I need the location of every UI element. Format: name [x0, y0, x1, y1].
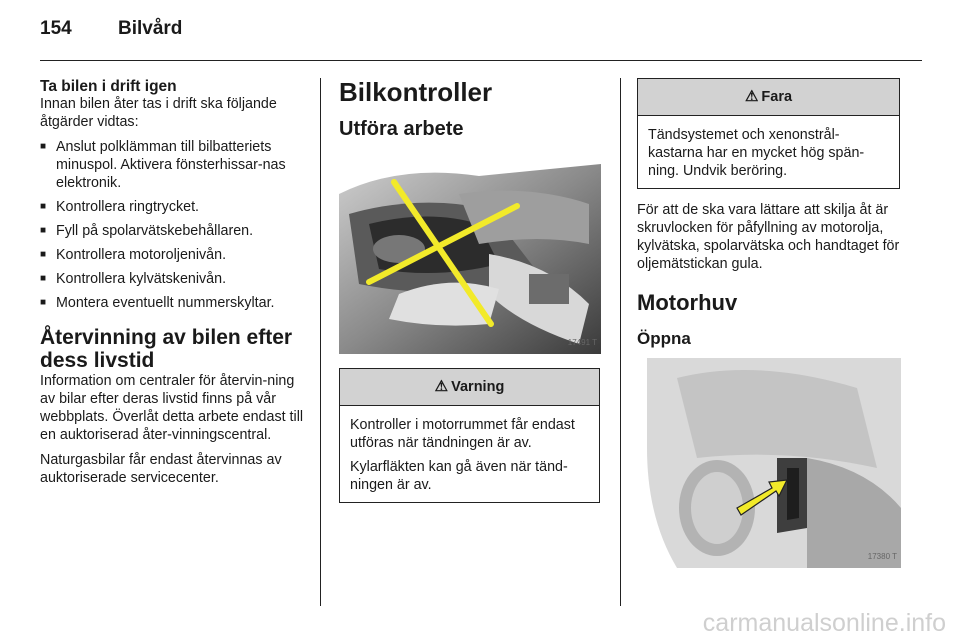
middle-column — [339, 78, 601, 503]
danger-body — [638, 116, 899, 188]
header-rule — [40, 60, 922, 61]
heading-motorhuv: Motorhuv — [637, 290, 738, 315]
page-title: Bilvård — [118, 18, 183, 39]
section-intro: Innan bilen åter tas i drift ska följande åtgärder vidtas: — [40, 96, 277, 130]
danger-header — [638, 79, 899, 116]
section-title-drift: Ta bilen i drift igen — [40, 78, 177, 95]
warning-triangle-icon: ⚠ — [744, 88, 759, 105]
warning-box — [339, 368, 600, 503]
subheading-oppna: Öppna — [637, 329, 691, 348]
list-item: ■ Anslut polklämman till bilbatteriets minuspol. Aktivera fönsterhissar-nas elektronik. — [40, 138, 306, 192]
right-column — [637, 78, 902, 568]
checklist — [40, 138, 306, 312]
image-caption: 17491 T — [567, 338, 597, 347]
column-divider-2 — [620, 78, 621, 606]
list-item: ■ Kontrollera ringtrycket. — [40, 198, 306, 216]
warning-body — [340, 406, 599, 502]
hood-release-photo — [637, 358, 901, 568]
image-caption: 17380 T — [867, 552, 897, 561]
engine-photo — [339, 154, 601, 354]
subheading-utfora-arbete: Utföra arbete — [339, 118, 464, 140]
hood-release-illustration — [637, 358, 901, 568]
yellow-caps-paragraph: För att de ska vara lättare att skilja åt är skruvlocken för påfyllning av motorolja, kylvätska, spolarvätska och handtaget för oljemätstickan gula. — [637, 202, 900, 272]
warning-triangle-icon: ⚠ — [434, 378, 449, 395]
warning-text-1: Kontroller i motorrummet får endast utföras när tändningen är av. — [350, 417, 575, 451]
danger-title: Fara — [761, 89, 793, 105]
list-item: ■ Fyll på spolarvätskebehållaren. — [40, 222, 306, 240]
list-item: ■ Montera eventuellt nummerskyltar. — [40, 294, 306, 312]
gas-vehicle-paragraph: Naturgasbilar får endast återvinnas av auktoriserade servicecenter. — [40, 452, 282, 486]
danger-box — [637, 78, 900, 189]
list-item: ■ Kontrollera motoroljenivån. — [40, 246, 306, 264]
recycling-paragraph: Information om centraler för återvin-ning av bilar efter deras livstid finns på vår webbplats. Överlåt detta arbete endast till en auktoriserad åter-vinningscentral. — [40, 373, 304, 443]
list-item: ■ Kontrollera kylvätskenivån. — [40, 270, 306, 288]
warning-title: Varning — [451, 379, 505, 395]
heading-bilkontroller: Bilkontroller — [339, 77, 493, 107]
column-divider-1 — [320, 78, 321, 606]
engine-illustration — [339, 154, 601, 354]
page-number: 154 — [40, 18, 72, 39]
left-column — [40, 78, 306, 494]
watermark-text: carmanualsonline.info — [702, 609, 946, 637]
danger-text: Tändsystemet och xenonstrål-kastarna har en mycket hög spän-ning. Undvik beröring. — [648, 127, 865, 179]
warning-text-2: Kylarfläkten kan gå även när tänd-ningen är av. — [350, 459, 568, 493]
warning-header — [340, 369, 599, 406]
section-title-recycling: Återvinning av bilen efter dess livstid — [40, 326, 293, 372]
